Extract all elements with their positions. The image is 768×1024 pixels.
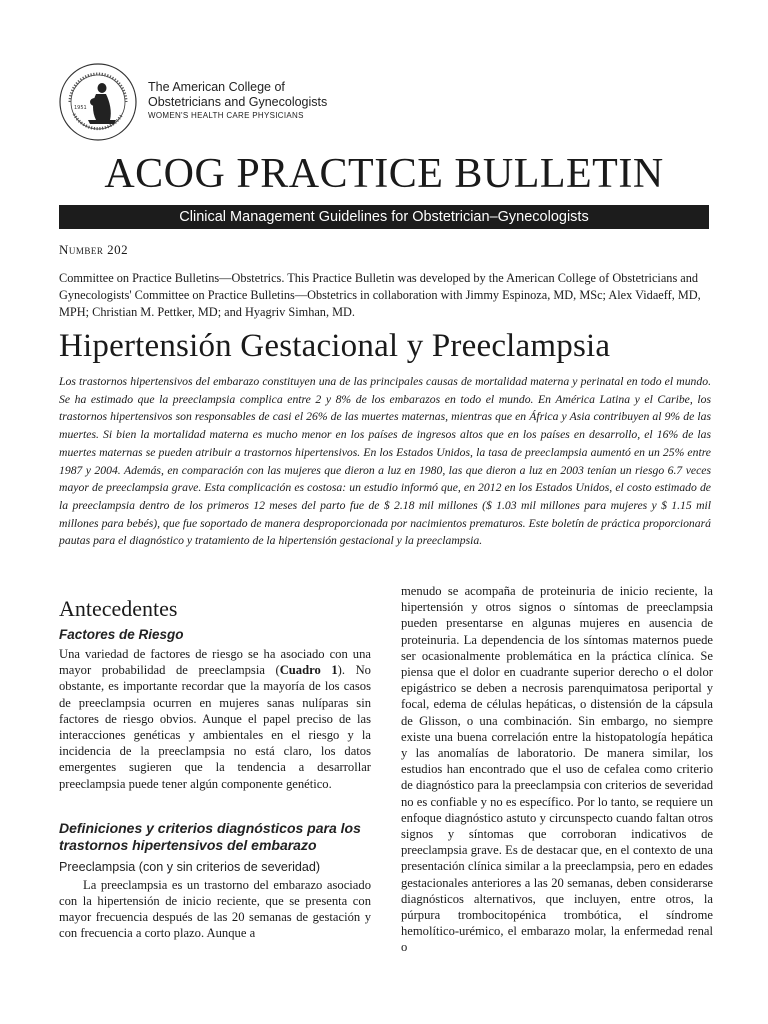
section-heading-antecedentes: Antecedentes <box>59 596 178 621</box>
paragraph-risk-factors: Una variedad de factores de riesgo se ha asociado con una mayor probabilidad de preeclampsia (Cuadro 1). No obstante, es importante recordar que la mayoría de los casos de preeclampsia ocurren en mujeres sanas nulíparas sin factores de riesgo obvios. Aunque el papel preciso de las interacciones genéticas y ambientales en el riesgo y la incidencia de la preeclampsia no está claro, los datos emergentes sugieren que la tendencia a desarrollar preeclampsia puede tener algún componente genético. <box>59 647 371 791</box>
org-line-2: Obstetricians and Gynecologists <box>148 95 328 109</box>
org-line-1: The American College of <box>148 80 285 94</box>
org-tagline: WOMEN'S HEALTH CARE PHYSICIANS <box>148 111 304 120</box>
paragraph-preeclampsia: La preeclampsia es un trastorno del embarazo asociado con la hipertensión de inicio reciente, que se presenta con mayor frecuencia después de las 20 semanas de gestación y con frecuencia a corto plazo. Aunque a <box>59 877 371 941</box>
abstract: Los trastornos hipertensivos del embarazo constituyen una de las principales causas de mortalidad materna y perinatal en todo el mundo. Se ha estimado que la preeclampsia complica entre 2 y 8% de los embarazos en todo el mundo. En América Latina y el Caribe, los trastornos hipertensivos son responsables de casi el 26% de las muertes maternas, mientras que en África y Asia contribuyen al 9% de las muertes. Si bien la mortalidad materna es mucho menor en los países de ingresos altos que en los países en desarrollo, el 16% de las muertes maternas se pueden atribuir a trastornos hipertensivos. En los Estados Unidos, la tasa de preeclampsia aumentó en un 25% entre 1987 y 2004. Además, en comparación con las mujeres que dieron a luz en 1980, las que dieron a luz en 2003 tenían un riesgo 6.7 veces mayor de preeclampsia grave. Esta complicación es costosa: un estudio informó que, en 2012 en los Estados Unidos, el costo estimado de la preeclampsia dentro de los primeros 12 meses del parto fue de $ 2.18 mil millones ($ 1.03 mil millones para mujeres y $ 1.15 mil millones para bebés), que fue soportado de manera desproporcionada por nacimientos prematuros. Este boletín de práctica proporcionará pautas para el diagnóstico y tratamiento de la hipertensión gestacional y la preeclampsia. <box>59 375 711 548</box>
organization-name <box>148 80 327 120</box>
bulletin-number: Number 202 <box>59 242 129 257</box>
subheading-factores-riesgo: Factores de Riesgo <box>59 627 184 642</box>
subheading-preeclampsia: Preeclampsia (con y sin criterios de severidad) <box>59 859 321 874</box>
table-reference: Cuadro 1 <box>279 663 338 678</box>
seal-year: 1951 <box>74 105 87 111</box>
guidelines-banner: Clinical Management Guidelines for Obstetrician–Gynecologists <box>59 205 709 229</box>
right-column <box>401 583 713 956</box>
document-title: Hipertensión Gestacional y Preeclampsia <box>59 328 611 364</box>
section-heading-definiciones: Definiciones y criterios diagnósticos para los trastornos hipertensivos del embarazo <box>59 819 361 854</box>
left-column <box>59 596 371 942</box>
bulletin-title: ACOG PRACTICE BULLETIN <box>104 151 664 197</box>
acog-seal-logo <box>58 62 138 142</box>
paragraph-continued: menudo se acompaña de proteinuria de inicio reciente, la hipertensión y otros signos o síntomas de preeclampsia pueden presentarse en algunas mujeres en ausencia de proteinuria. La dependencia de los síntomas maternos puede ser ocasionalmente problemática en la práctica clínica. Se piensa que el dolor en cuadrante superior derecho o el dolor epigástrico se deben a necrosis parenquimatosa periportal y focal, edema de células hepáticas, o distensión de la cápsula de Glisson, o una combinación. Sin embargo, no siempre existe una buena correlación entre la histopatología hepática y las anomalías de laboratorio. De manera similar, los estudios han encontrado que el uso de cefalea como criterio de diagnóstico para la preeclampsia con criterios de severidad no es confiable y no es específico. Por lo tanto, se requiere un enfoque diagnóstico astuto y circunspecto cuando faltan otros signos y síntomas que corroboran indicativos de preeclampsia grave. Es de destacar que, en el contexto de una presentación clínica similar a la preeclampsia, pero en edades gestacionales anteriores a las 20 semanas, deben considerarse diagnósticos alternativos, que incluyen, entre otros, la púrpura trombocitopénica trombótica, el síndrome hemolítico-urémico, el embarazo molar, la enfermedad renal o <box>401 584 713 955</box>
committee-credits: Committee on Practice Bulletins—Obstetrics. This Practice Bulletin was developed by the American College of Obstetricians and Gynecologists' Committee on Practice Bulletins—Obstetrics in collaboration with Jimmy Espinoza, MD, MSc; Alex Vidaeff, MD, MPH; Christian M. Pettker, MD; and Hyagriv Simhan, MD. <box>59 271 701 319</box>
